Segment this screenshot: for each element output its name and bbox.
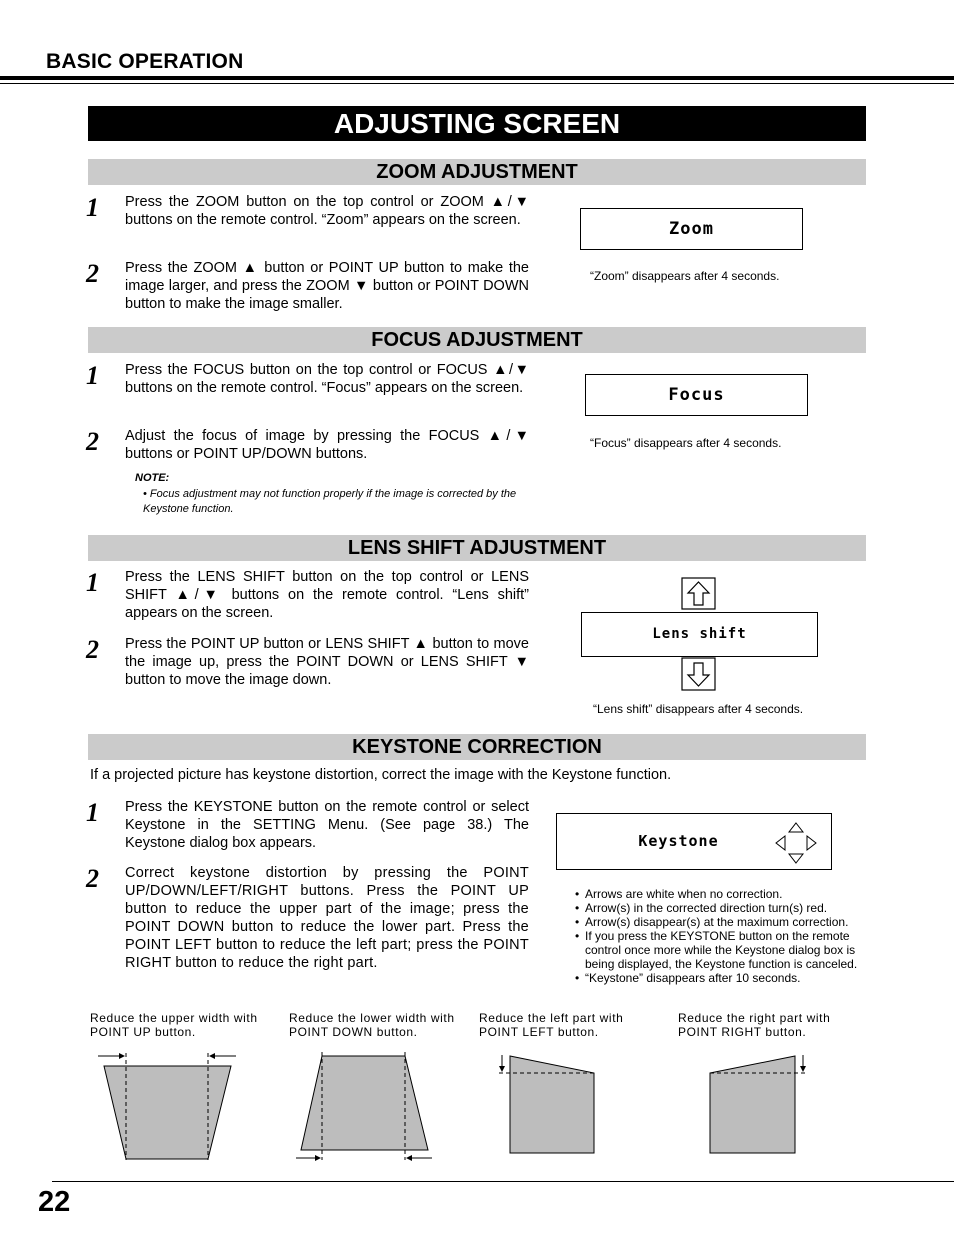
zoom-step2-number: 2 bbox=[86, 259, 99, 288]
lens-step2-text: Press the POINT UP button or LENS SHIFT ▲ button to move the image up, press the POINT DOWN or LENS SHIFT ▼ button to move the image down. bbox=[125, 636, 529, 688]
keystone-note-item: • Arrow(s) in the corrected direction turn(s) red. bbox=[575, 901, 875, 915]
keystone-step2-number: 2 bbox=[86, 864, 99, 893]
lens-shift-osd-box: Lens shift bbox=[581, 612, 818, 657]
diagram-caption-left: Reduce the left part with POINT LEFT button. bbox=[479, 1011, 624, 1039]
keystone-step2-text: Correct keystone distortion by pressing the POINT UP/DOWN/LEFT/RIGHT buttons. Press the POINT UP button to reduce the upper part of the image; press the POINT DOWN button to reduce the lower part. Press the POINT LEFT button to reduce the left part; press the POINT RIGHT button to reduce the right part. bbox=[125, 865, 529, 971]
note-heading: NOTE: bbox=[135, 472, 170, 484]
keystone-note-item: • Arrow(s) disappear(s) at the maximum correction. bbox=[575, 915, 875, 929]
footer-rule bbox=[52, 1181, 954, 1182]
header-rule-thin bbox=[0, 83, 954, 84]
lens-step1-text: Press the LENS SHIFT button on the top control or LENS SHIFT ▲/▼ buttons on the remote control. “Lens shift” appears on the screen. bbox=[125, 569, 529, 621]
keystone-arrows-icon bbox=[773, 821, 819, 865]
zoom-osd-box: Zoom bbox=[580, 208, 803, 250]
page-title: ADJUSTING SCREEN bbox=[88, 106, 866, 141]
lens-shift-caption: “Lens shift” disappears after 4 seconds. bbox=[593, 702, 804, 716]
lens-step1-number: 1 bbox=[86, 568, 99, 597]
keystone-step1-text: Press the KEYSTONE button on the remote control or select Keystone in the SETTING Menu. (See page 38.) The Keystone dialog box appears. bbox=[125, 799, 529, 851]
focus-caption: “Focus” disappears after 4 seconds. bbox=[590, 436, 782, 450]
keystone-note-item: • “Keystone” disappears after 10 seconds. bbox=[575, 971, 875, 985]
keystone-heading: KEYSTONE CORRECTION bbox=[88, 734, 866, 760]
keystone-lower-diagram bbox=[294, 1048, 444, 1166]
lens-shift-heading: LENS SHIFT ADJUSTMENT bbox=[88, 535, 866, 561]
zoom-step1-number: 1 bbox=[86, 193, 99, 222]
keystone-intro: If a projected picture has keystone distortion, correct the image with the Keystone function. bbox=[90, 767, 672, 783]
arrow-up-icon bbox=[681, 577, 717, 611]
diagram-caption-up: Reduce the upper width with POINT UP button. bbox=[90, 1011, 258, 1039]
zoom-step1-text: Press the ZOOM button on the top control or ZOOM ▲/▼ buttons on the remote control. “Zoom” appears on the screen. bbox=[125, 194, 529, 228]
keystone-right-diagram bbox=[702, 1052, 814, 1160]
keystone-dialog-box bbox=[556, 813, 832, 870]
section-header: BASIC OPERATION bbox=[46, 50, 244, 73]
zoom-caption: “Zoom” disappears after 4 seconds. bbox=[590, 269, 780, 283]
keystone-upper-diagram bbox=[96, 1048, 246, 1166]
lens-step2-number: 2 bbox=[86, 635, 99, 664]
keystone-note-item: • If you press the KEYSTONE button on the remote control once more while the Keystone dialog box is being displayed, the Keystone function is canceled. bbox=[575, 929, 875, 971]
diagram-caption-right: Reduce the right part with POINT RIGHT button. bbox=[678, 1011, 831, 1039]
header-rule bbox=[0, 76, 954, 80]
keystone-notes-list bbox=[575, 887, 875, 985]
diagram-caption-down: Reduce the lower width with POINT DOWN button. bbox=[289, 1011, 455, 1039]
note-text: • Focus adjustment may not function properly if the image is corrected by the Keystone function. bbox=[143, 488, 517, 515]
keystone-step1-number: 1 bbox=[86, 798, 99, 827]
focus-step1-text: Press the FOCUS button on the top control or FOCUS ▲/▼ buttons on the remote control. “Focus” appears on the screen. bbox=[125, 362, 529, 396]
keystone-osd-label: Keystone bbox=[638, 832, 719, 850]
keystone-note-item: • Arrows are white when no correction. bbox=[575, 887, 875, 901]
focus-osd-box: Focus bbox=[585, 374, 808, 416]
page-number: 22 bbox=[38, 1186, 71, 1218]
zoom-step2-text: Press the ZOOM ▲ button or POINT UP button to make the image larger, and press the ZOOM ▼ button or POINT DOWN button to make the image smaller. bbox=[125, 260, 529, 312]
zoom-heading: ZOOM ADJUSTMENT bbox=[88, 159, 866, 185]
keystone-left-diagram bbox=[495, 1052, 605, 1160]
arrow-down-icon bbox=[681, 657, 717, 692]
focus-heading: FOCUS ADJUSTMENT bbox=[88, 327, 866, 353]
focus-step2-text: Adjust the focus of image by pressing the FOCUS ▲/▼ buttons or POINT UP/DOWN buttons. bbox=[125, 428, 529, 462]
focus-step2-number: 2 bbox=[86, 427, 99, 456]
focus-step1-number: 1 bbox=[86, 361, 99, 390]
